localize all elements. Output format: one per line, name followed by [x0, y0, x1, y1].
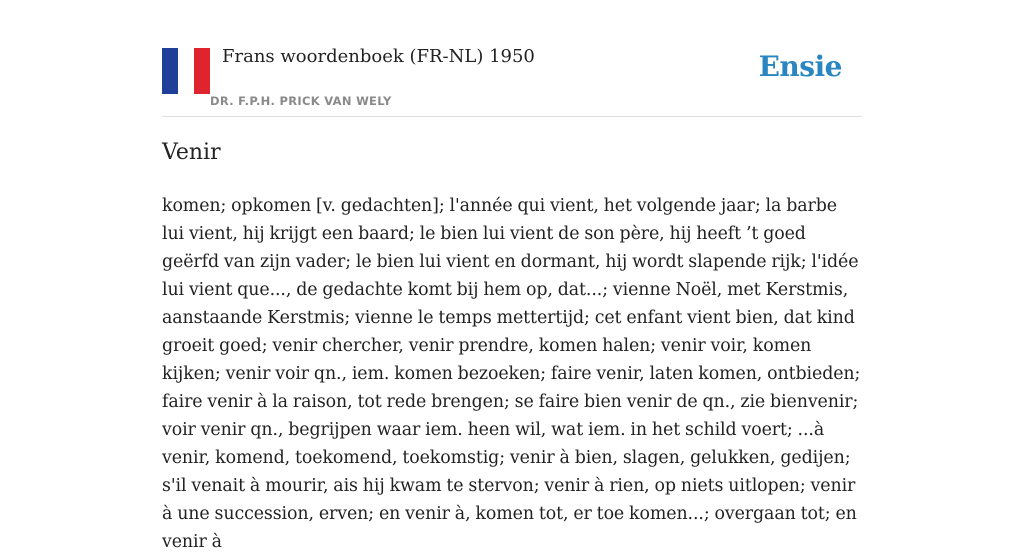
entry-definition: komen; opkomen [v. gedachten]; l'année qui vient, het volgende jaar; la barbe lui vient, hij krijgt een baard; le bien lui vient de son père, hij heeft ’t goed geërfd van zijn vader; le bien lui vient en dormant, hij wordt slapende rijk; l'idée lui vient que..., de gedachte komt bij hem op, dat...; vienne Noël, met Kerstmis, aanstaande Kerstmis; vienne le temps mettertijd; cet enfant vient bien, dat kind groeit goed; venir chercher, venir prendre, komen halen; venir voir, komen kijken; venir voir qn., iem. komen bezoeken; faire venir, laten komen, ontbieden; faire venir à la raison, tot rede brengen; se faire bien venir de qn., zie bienvenir; voir venir qn., begrijpen waar iem. heen wil, wat iem. in het schild voert; ...à venir, komend, toekomend, toekomstig; venir à bien, slagen, gelukken, gedijen; s'il venait à mourir, ais hij kwam te stervon; venir à rien, op niets uitlopen; venir à une succession, erven; en venir à, komen tot, er toe komen...; overgaan tot; en venir à [162, 196, 861, 552]
page-header [162, 0, 862, 117]
dictionary-title-link[interactable]: Frans woordenboek (FR-NL) 1950 [222, 46, 535, 67]
flag-blue-stripe [162, 48, 178, 94]
french-flag-icon [162, 48, 210, 94]
author-name: DR. F.P.H. PRICK VAN WELY [210, 94, 392, 108]
flag-white-stripe [178, 48, 194, 94]
entry-headword: Venir [162, 140, 221, 165]
flag-red-stripe [194, 48, 210, 94]
ensie-logo-link[interactable]: Ensie [758, 50, 842, 83]
